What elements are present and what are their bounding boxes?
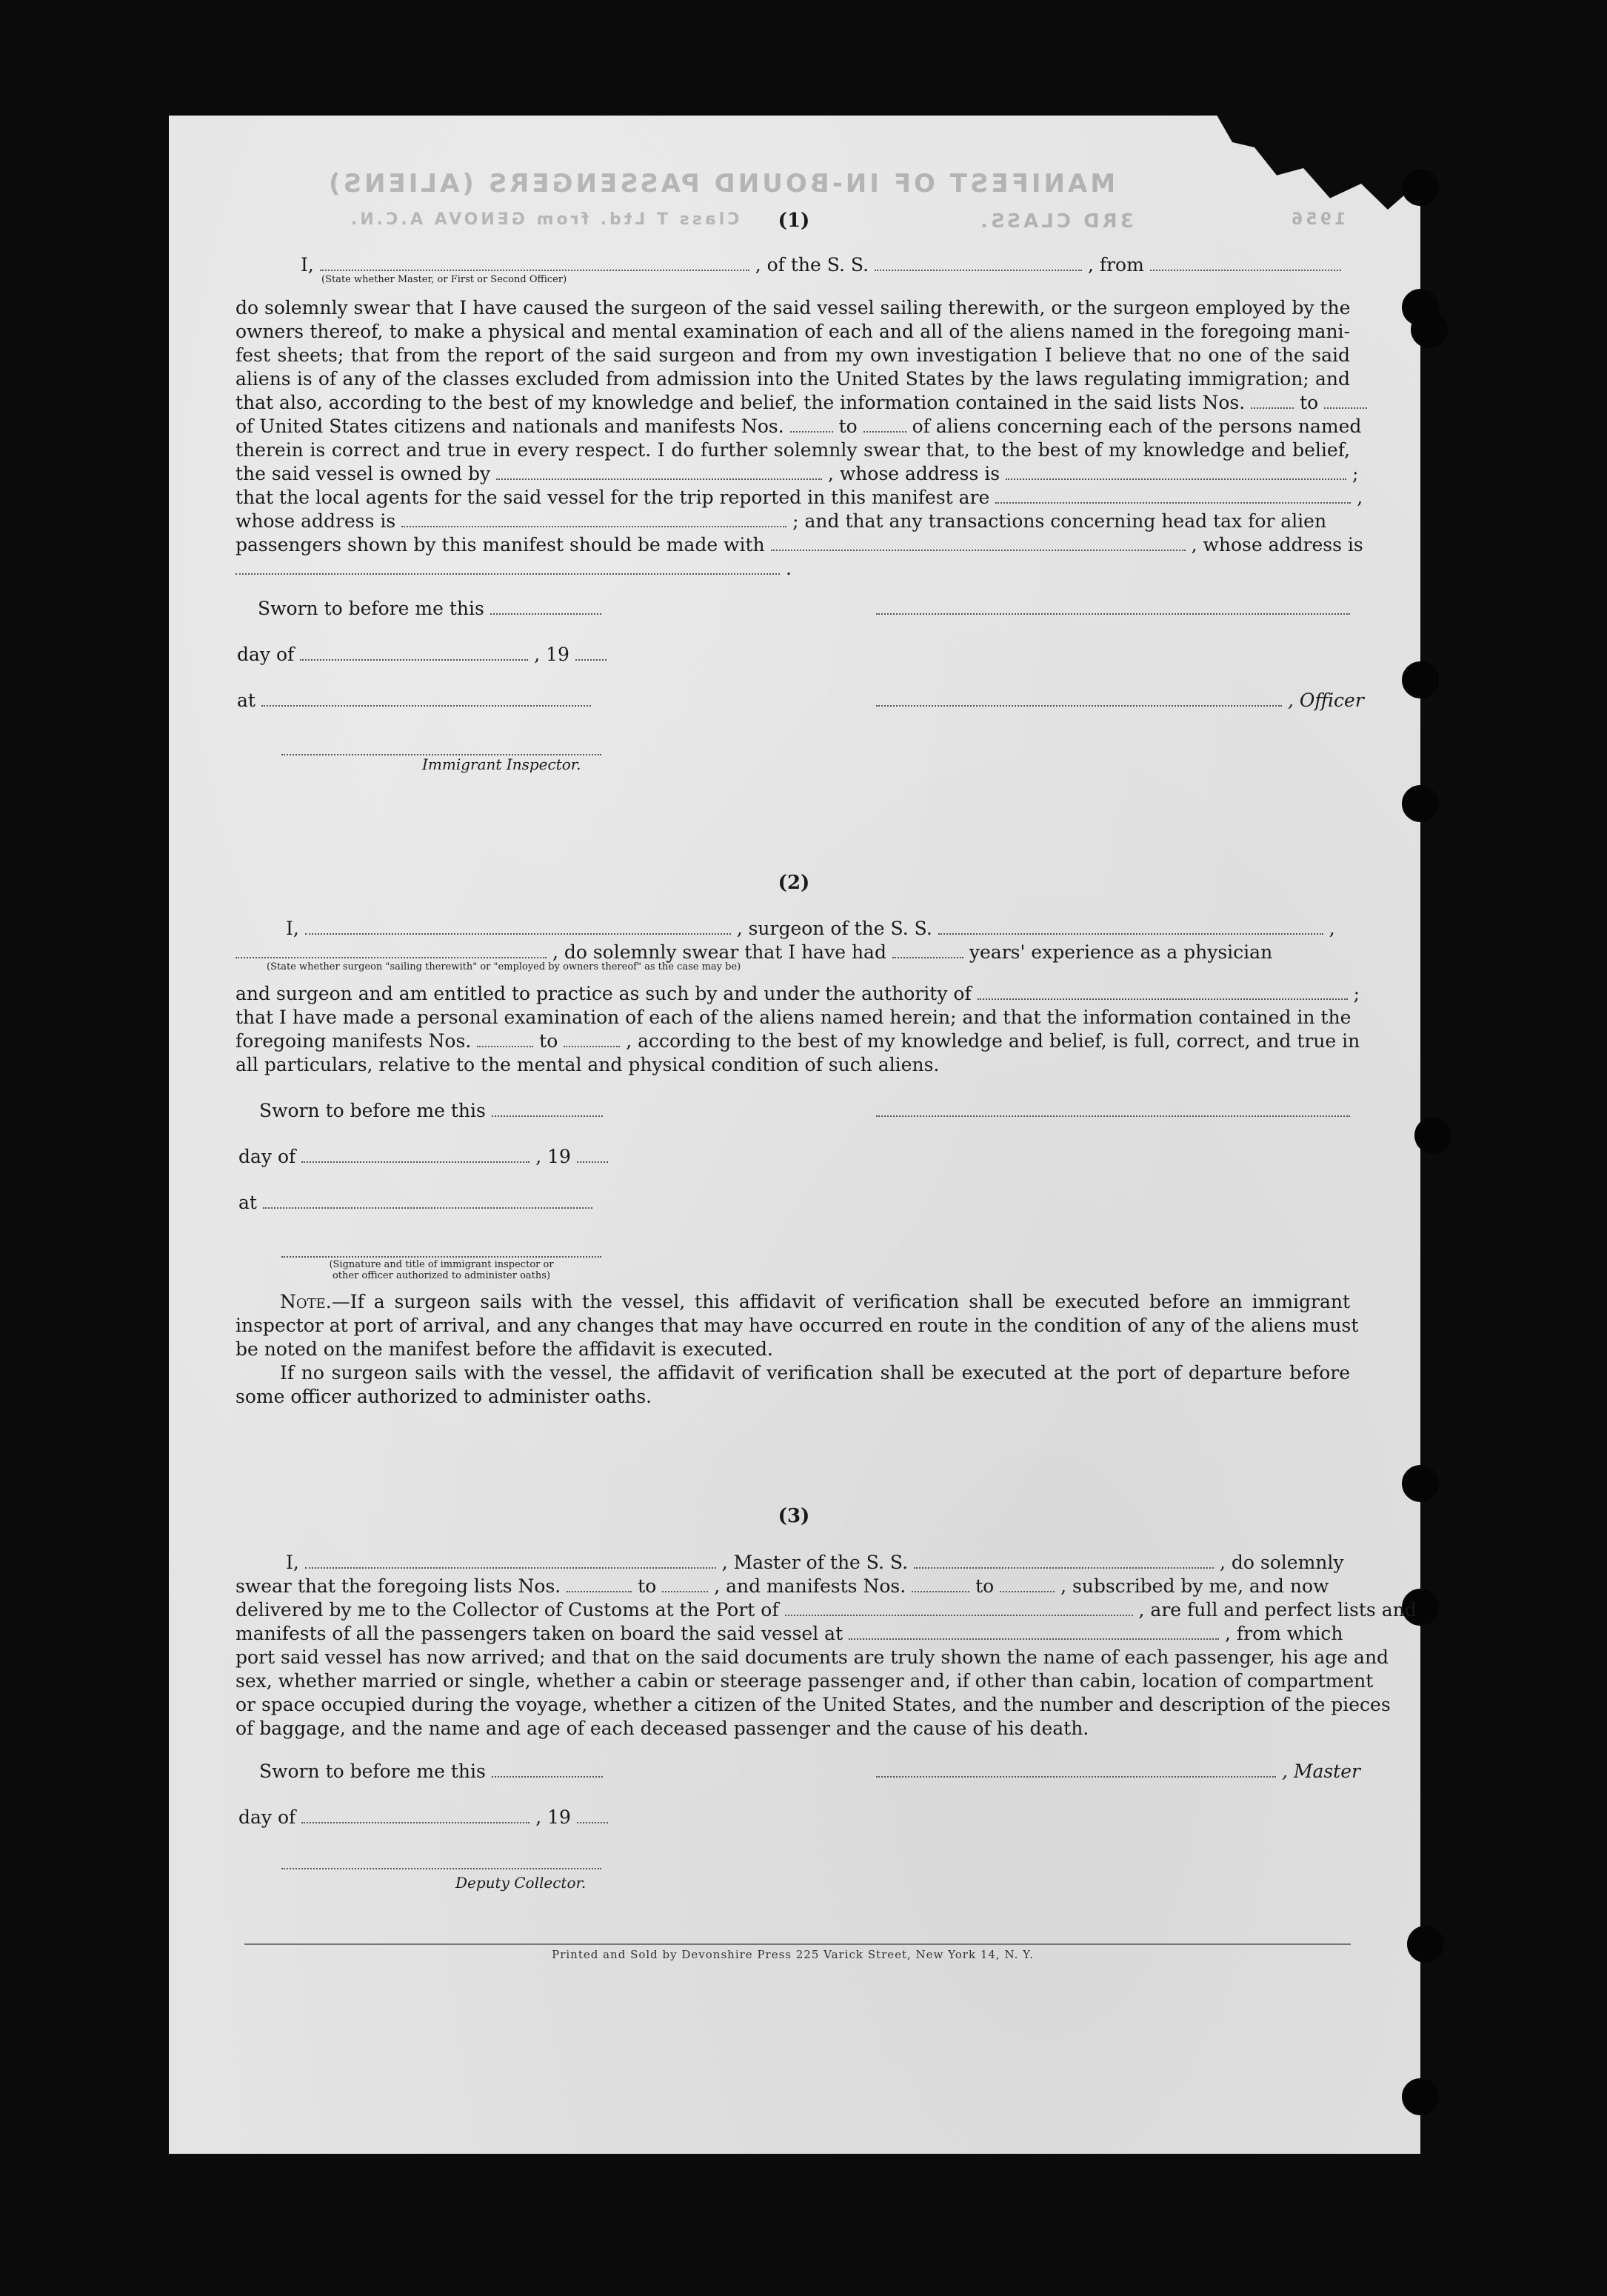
vessel-name-field[interactable]: [938, 918, 1323, 935]
day-line: [237, 643, 607, 667]
delivered-label: delivered by me to the Collector of Customs at the Port of: [235, 1599, 779, 1621]
signature-line: [876, 597, 1350, 621]
section-3-port-line: [235, 1598, 1417, 1622]
agents-field[interactable]: [995, 487, 1351, 504]
knowledge-label: , according to the best of my knowledge and belief, is full, correct, and true in: [626, 1030, 1360, 1052]
master-label: , Master: [1281, 1761, 1360, 1782]
deputy-collector-label: Deputy Collector.: [455, 1874, 587, 1892]
bleed-through-subtitle: Class T Ltd. from GENOVA A.C.N.: [348, 210, 740, 229]
section-2-body: [235, 1006, 1350, 1029]
section-2-number: (2): [778, 872, 810, 894]
to-label: to: [838, 416, 858, 437]
officer-label: , Officer: [1287, 690, 1364, 711]
day-of-label: day of: [237, 644, 295, 665]
section-1-lists-line: [235, 391, 1350, 415]
to-label: to: [638, 1575, 657, 1597]
punctuation: ,: [1329, 918, 1335, 939]
section-1-citizens-line: [235, 415, 1362, 438]
lists-to-field[interactable]: [662, 1576, 708, 1592]
note-line: some officer authorized to administer oaths.: [235, 1386, 652, 1407]
day-field[interactable]: [301, 1807, 529, 1823]
manifests-to-field[interactable]: [1000, 1576, 1055, 1592]
section-1-number: (1): [778, 210, 810, 232]
section-1-body: [235, 296, 1350, 391]
address-label: , whose address is: [828, 463, 1000, 484]
to-label: to: [1300, 392, 1319, 413]
manifests-from-field[interactable]: [790, 416, 833, 433]
owner-field[interactable]: [496, 464, 822, 480]
caption-line: other officer authorized to administer oaths): [332, 1270, 551, 1281]
year-field[interactable]: [575, 644, 607, 661]
signature-line: [876, 1099, 1350, 1123]
year-prefix: , 19: [535, 1806, 571, 1828]
sworn-line: [259, 1099, 603, 1123]
passengers-label: passengers shown by this manifest should be made with: [235, 534, 765, 555]
body-line: port said vessel has now arrived; and that on the said documents are truly shown the name of each passenger, his age and: [235, 1646, 1389, 1668]
place-field[interactable]: [261, 690, 591, 707]
pronoun-i: I,: [285, 1552, 299, 1573]
no-surgeon-note: [235, 1361, 1350, 1409]
years-field[interactable]: [892, 942, 963, 958]
sworn-date-field[interactable]: [490, 598, 601, 615]
printer-footer: Printed and Sold by Devonshire Press 225 Varick Street, New York 14, N. Y.: [552, 1948, 1034, 1961]
section-2-manifests-line: [235, 1029, 1360, 1053]
collector-signature-line: [281, 1852, 601, 1875]
vessel-name-field[interactable]: [914, 1552, 1214, 1569]
punctuation: ;: [1353, 983, 1360, 1004]
address-label: whose address is: [235, 510, 396, 532]
footer-rule: [244, 1943, 1351, 1945]
surgeon-of-label: , surgeon of the S. S.: [736, 918, 932, 939]
manifests-label: , and manifests Nos.: [714, 1575, 906, 1597]
master-name-field[interactable]: [305, 1552, 716, 1569]
section-1-final-line: [235, 557, 792, 581]
body-line: therein is correct and true in every respect. I do further solemnly swear that, to the best of my knowledge and belief,: [235, 439, 1350, 461]
lists-label: that also, according to the best of my knowledge and belief, the information contained in the said lists Nos.: [235, 392, 1246, 413]
lists-from-field[interactable]: [1251, 393, 1294, 409]
to-label: to: [975, 1575, 995, 1597]
port-field[interactable]: [785, 1600, 1133, 1616]
master-signature-line: [876, 1760, 1360, 1783]
lists-from-field[interactable]: [567, 1576, 632, 1592]
punctuation: ,: [1357, 487, 1363, 508]
from-label: , from: [1087, 254, 1144, 276]
of-ss-label: , of the S. S.: [755, 254, 869, 276]
owner-address-field[interactable]: [1006, 464, 1346, 480]
surgeon-type-field[interactable]: [235, 942, 547, 958]
day-of-label: day of: [238, 1146, 296, 1167]
lists-to-field[interactable]: [1324, 393, 1367, 409]
surgeon-caption: (State whether surgeon "sailing therewith" or "employed by owners thereof" as the case may be): [267, 961, 741, 972]
lists-label: swear that the foregoing lists Nos.: [235, 1575, 561, 1597]
section-2-particulars-line: [235, 1053, 939, 1077]
boarded-label: manifests of all the passengers taken on board the said vessel at: [235, 1623, 843, 1644]
sworn-line: [258, 597, 601, 621]
manifests-to-field[interactable]: [863, 416, 906, 433]
body-line: do solemnly swear that I have caused the surgeon of the said vessel sailing therewith, or the surgeon employed by the: [235, 297, 1351, 318]
section-1-owner-line: [235, 462, 1359, 486]
body-line: or space occupied during the voyage, whether a citizen of the United States, and the number and description of the pieces: [235, 1694, 1391, 1715]
section-1-therein: [235, 438, 1350, 462]
sworn-label: Sworn to before me this: [259, 1761, 486, 1782]
body-line: that I have made a personal examination of each of the aliens named herein; and that the information contained in the: [235, 1007, 1352, 1028]
authority-field[interactable]: [978, 984, 1348, 1000]
officer-caption: (State whether Master, or First or Second Officer): [321, 274, 567, 285]
note-line: Note.—If a surgeon sails with the vessel, this affidavit of verification shall be executed before an immigrant: [280, 1291, 1350, 1312]
punch-hole: [1407, 1926, 1444, 1963]
swear-label: , do solemnly swear that I have had: [552, 941, 886, 963]
lists-full-label: , are full and perfect lists and: [1138, 1599, 1417, 1621]
punch-hole: [1402, 661, 1439, 698]
punch-hole: [1402, 2078, 1439, 2115]
sworn-label: Sworn to before me this: [258, 598, 484, 619]
head-tax-label: ; and that any transactions concerning head tax for alien: [792, 510, 1327, 532]
local-agents-label: that the local agents for the said vessel for the trip reported in this manifest are: [235, 487, 990, 508]
day-of-label: day of: [238, 1806, 296, 1828]
at-line: [237, 689, 591, 713]
sworn-line: [259, 1760, 603, 1783]
sworn-date-field[interactable]: [492, 1761, 603, 1778]
section-2-authority-line: [235, 982, 1360, 1006]
section-1-head-tax-line: [235, 533, 1363, 557]
note-label: Note.: [280, 1291, 332, 1312]
punch-hole: [1402, 169, 1439, 206]
surgeon-signature-field[interactable]: [876, 1101, 1350, 1117]
particulars-label: all particulars, relative to the mental and physical condition of such aliens.: [235, 1054, 940, 1075]
years-label: years' experience as a physician: [969, 941, 1273, 963]
body-line: sex, whether married or single, whether a cabin or steerage passenger and, if other than cabin, location of compartment: [235, 1670, 1374, 1692]
at-label: at: [238, 1192, 257, 1213]
master-of-label: , Master of the S. S.: [721, 1552, 909, 1573]
surgeon-note: [235, 1290, 1359, 1361]
swear-label: , do solemnly: [1220, 1552, 1344, 1573]
note-line: inspector at port of arrival, and any changes that may have occurred en route in the condition of any of the aliens must: [235, 1315, 1359, 1336]
day-field[interactable]: [300, 644, 528, 661]
punch-hole: [1402, 1465, 1439, 1502]
year-field[interactable]: [577, 1807, 608, 1823]
manifests-from-field[interactable]: [912, 1576, 969, 1592]
address-label: , whose address is: [1191, 534, 1363, 555]
inspector-signature-field[interactable]: [281, 1241, 601, 1258]
officer-line: [876, 689, 1364, 713]
authority-label: and surgeon and am entitled to practice as such by and under the authority of: [235, 983, 972, 1004]
aliens-label: of aliens concerning each of the persons named: [912, 416, 1362, 437]
section-3-body: [235, 1646, 1391, 1741]
agent-address-field[interactable]: [401, 511, 786, 527]
section-3-lists-line: [235, 1575, 1350, 1598]
bleed-through-stamp: 3RD CLASS.: [978, 210, 1134, 233]
from-port-field[interactable]: [1150, 255, 1341, 271]
year-prefix: , 19: [534, 644, 569, 665]
sworn-date-field[interactable]: [492, 1101, 603, 1117]
note-line: If no surgeon sails with the vessel, the affidavit of verification shall be executed at the port of departure before: [280, 1362, 1350, 1384]
day-line: [238, 1145, 608, 1169]
officer-name-field[interactable]: [320, 255, 749, 271]
place-field[interactable]: [263, 1192, 592, 1209]
pronoun-i: I,: [300, 254, 314, 276]
subscribed-label: , subscribed by me, and now: [1060, 1575, 1329, 1597]
body-line: aliens is of any of the classes excluded from admission into the United States by the laws regulating immigration; and: [235, 368, 1350, 390]
bleed-through-year: 1956: [1289, 210, 1346, 229]
manifests-label: foregoing manifests Nos.: [235, 1030, 472, 1052]
section-1-agents-line: [235, 486, 1363, 510]
sworn-label: Sworn to before me this: [259, 1100, 486, 1121]
at-line: [238, 1191, 592, 1215]
from-which-label: , from which: [1225, 1623, 1343, 1644]
head-tax-party-field[interactable]: [771, 535, 1186, 551]
surgeon-name-field[interactable]: [305, 918, 731, 935]
immigrant-inspector-label: Immigrant Inspector.: [422, 755, 581, 773]
officer-title-field[interactable]: [876, 690, 1282, 707]
collector-signature-field[interactable]: [281, 1853, 601, 1869]
section-3-boarded-line: [235, 1622, 1350, 1646]
bleed-through-title: MANIFEST OF IN-BOUND PASSENGERS (ALIENS): [326, 169, 1116, 198]
punch-hole: [1411, 311, 1448, 348]
master-signature-field[interactable]: [876, 1761, 1276, 1778]
body-line: owners thereof, to make a physical and mental examination of each and all of the aliens named in the foregoing mani-: [235, 321, 1350, 342]
inspector-signature-field[interactable]: [281, 739, 601, 755]
year-prefix: , 19: [535, 1146, 571, 1167]
citizens-label: of United States citizens and nationals and manifests Nos.: [235, 416, 784, 437]
section-2-oath-line: [235, 917, 1350, 941]
punch-hole: [1414, 1117, 1451, 1154]
at-label: at: [237, 690, 255, 711]
body-line: of baggage, and the name and age of each deceased passenger and the cause of his death.: [235, 1718, 1089, 1739]
boarding-port-field[interactable]: [849, 1623, 1219, 1640]
year-field[interactable]: [577, 1147, 608, 1163]
day-field[interactable]: [301, 1147, 529, 1163]
manifests-from-field[interactable]: [477, 1031, 533, 1047]
vessel-name-field[interactable]: [875, 255, 1082, 271]
manifests-to-field[interactable]: [564, 1031, 620, 1047]
caption-line: (Signature and title of immigrant inspector or: [329, 1259, 554, 1270]
section-1-agent-address-line: [235, 510, 1350, 533]
head-tax-address-field[interactable]: [235, 558, 780, 575]
section-3-number: (3): [778, 1505, 810, 1527]
day-line: [238, 1806, 608, 1829]
punctuation: .: [785, 558, 792, 579]
body-line: fest sheets; that from the report of the said surgeon and from my own investigation I believe that no one of the said: [235, 344, 1350, 366]
punctuation: ;: [1352, 463, 1359, 484]
pronoun-i: I,: [285, 918, 299, 939]
officer-signature-field[interactable]: [876, 598, 1350, 615]
note-line: be noted on the manifest before the affidavit is executed.: [235, 1338, 773, 1360]
owned-by-label: the said vessel is owned by: [235, 463, 491, 484]
punch-hole: [1402, 785, 1439, 822]
signature-caption: [281, 1259, 601, 1281]
to-label: to: [539, 1030, 558, 1052]
section-3-oath-line: [235, 1551, 1350, 1575]
